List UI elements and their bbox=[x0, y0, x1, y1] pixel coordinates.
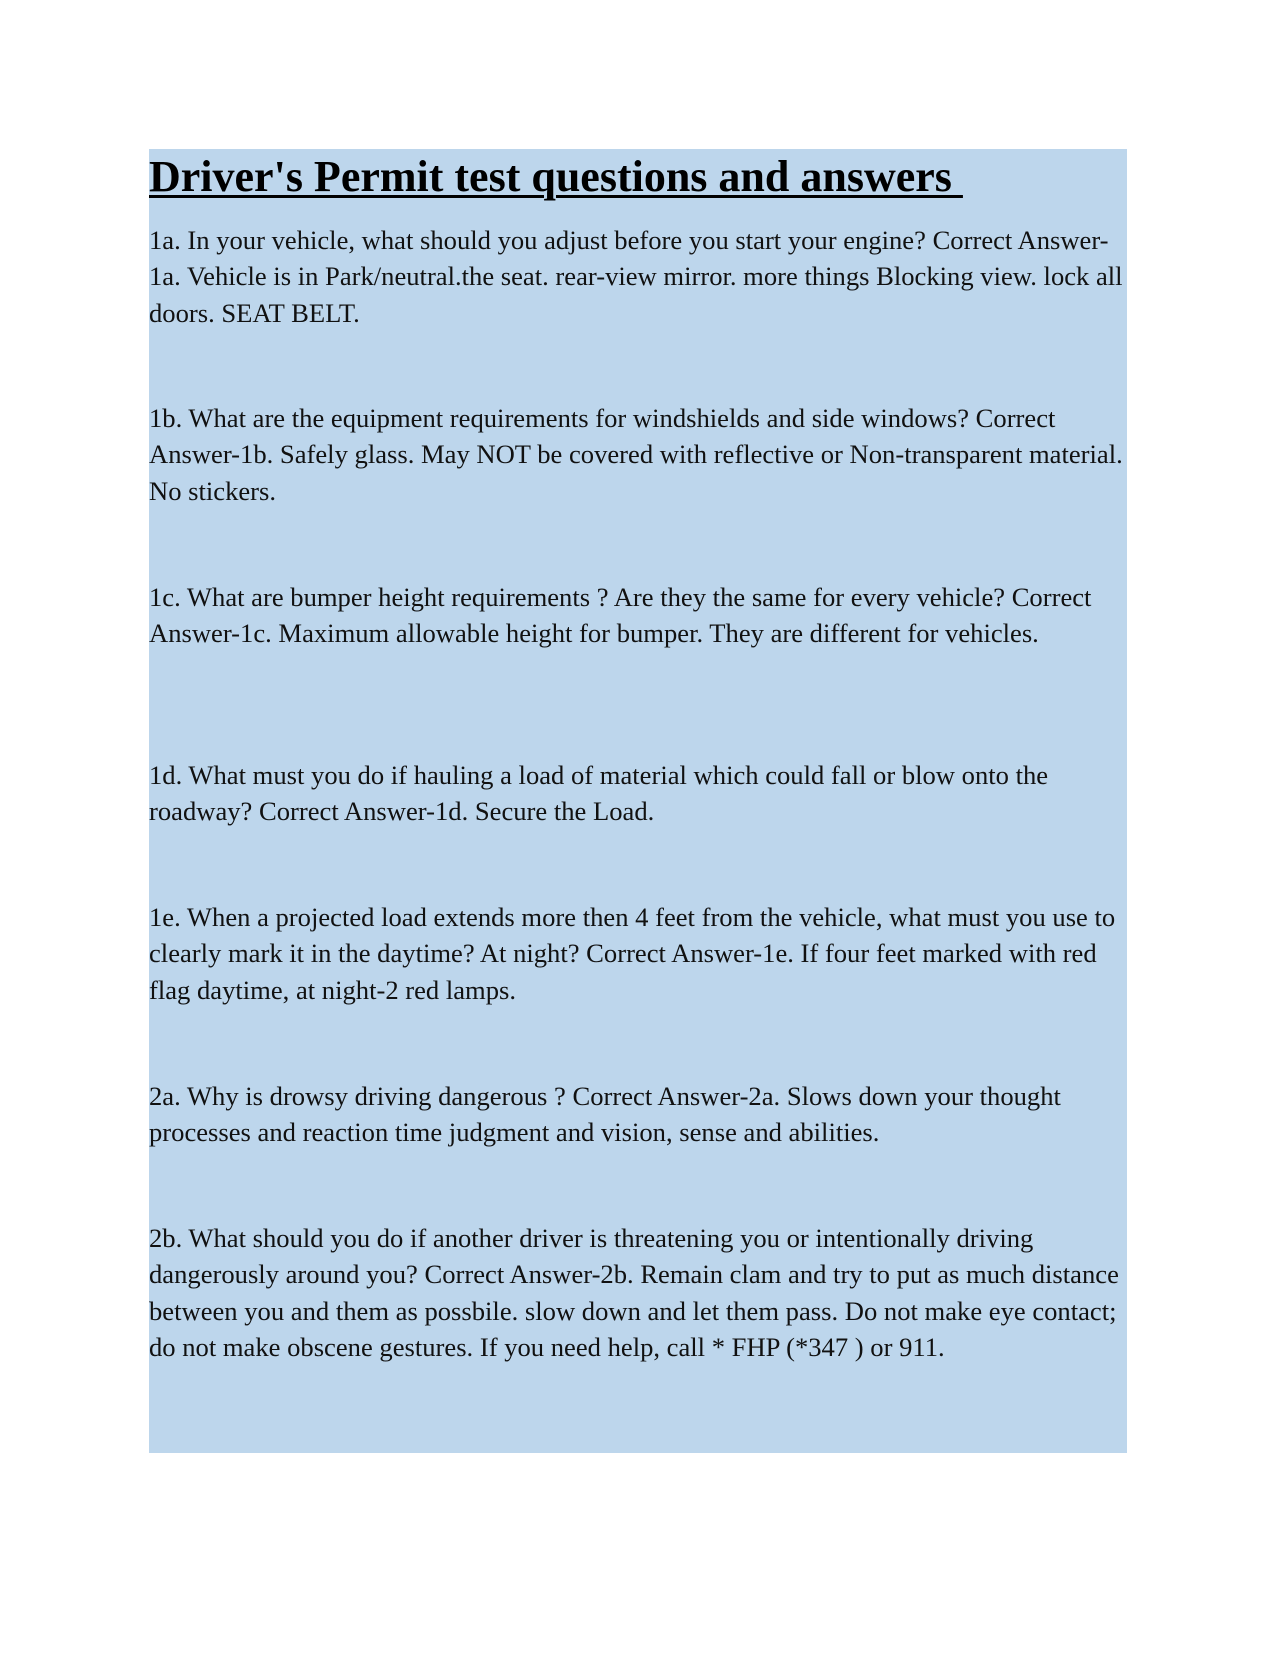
qa-item-1e: 1e. When a projected load extends more then 4 feet from the vehicle, what must you use to clearly mark it in the daytime? At night? Correct Answer-1e. If four feet marked with red flag daytime, at night-2 red lamps. bbox=[149, 902, 1116, 1005]
qa-item-1c: 1c. What are bumper height requirements ? Are they the same for every vehicle? Correct Answer-1c. Maximum allowable height for bumper. They are different for vehicles. bbox=[149, 582, 1092, 649]
document-title: Driver's Permit test questions and answers bbox=[149, 152, 963, 201]
qa-item-1a: 1a. In your vehicle, what should you adjust before you start your engine? Correct Answer-1a. Vehicle is in Park/neutral.the seat. rear-view mirror. more things Blocking view. lock all doors. SEAT BELT. bbox=[149, 225, 1123, 328]
qa-item-1b: 1b. What are the equipment requirements for windshields and side windows? Correct Answer-1b. Safely glass. May NOT be covered with reflective or Non-transparent material. No stickers. bbox=[149, 403, 1123, 506]
qa-item-2a: 2a. Why is drowsy driving dangerous ? Correct Answer-2a. Slows down your thought processes and reaction time judgment and vision, sense and abilities. bbox=[149, 1081, 1061, 1148]
qa-item-1d: 1d. What must you do if hauling a load of material which could fall or blow onto the roadway? Correct Answer-1d. Secure the Load. bbox=[149, 760, 1049, 827]
highlighted-text-block bbox=[149, 149, 1127, 1453]
qa-item-2b: 2b. What should you do if another driver is threatening you or intentionally driving dangerously around you? Correct Answer-2b. Remain clam and try to put as much distance between you and them as possbile. slow down and let them pass. Do not make eye contact; do not make obscene gestures. If you need help, call * FHP (*347 ) or 911. bbox=[149, 1223, 1119, 1363]
